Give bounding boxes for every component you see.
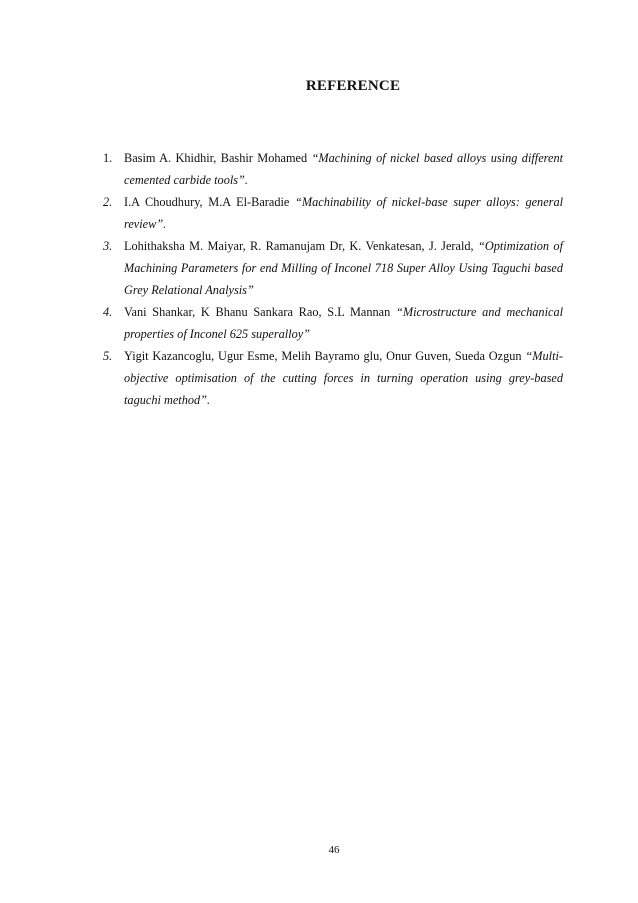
page-number: 46 (328, 844, 340, 856)
reference-number: 1. (103, 151, 113, 165)
reference-authors: I.A Choudhury, M.A El-Baradie (124, 195, 296, 209)
reference-number: 4. (103, 305, 113, 319)
reference-authors: Basim A. Khidhir, Bashir Mohamed (124, 151, 312, 165)
reference-authors: Yigit Kazancoglu, Ugur Esme, Melih Bayramo glu, Onur Guven, Sueda Ozgun (124, 349, 526, 363)
page-title: REFERENCE (305, 78, 401, 94)
reference-authors: Lohithaksha M. Maiyar, R. Ramanujam Dr, K. Venkatesan, J. Jerald, (124, 239, 478, 253)
reference-authors: Vani Shankar, K Bhanu Sankara Rao, S.L Mannan (124, 305, 397, 319)
reference-title: “Machinability of nickel-base super alloys: general review”. (124, 195, 564, 231)
reference-title: “Microstructure and mechanical properties of Inconel 625 superalloy” (124, 305, 564, 341)
reference-number: 2. (103, 195, 113, 209)
reference-item (103, 147, 563, 191)
reference-number: 3. (103, 239, 113, 253)
reference-title: “Optimization of Machining Parameters for end Milling of Inconel 718 Super Alloy Using Taguchi based Grey Relational Analysis” (124, 239, 564, 297)
reference-title: “Machining of nickel based alloys using different cemented carbide tools”. (124, 151, 564, 187)
reference-list (103, 147, 563, 411)
reference-item (103, 191, 563, 235)
reference-item (103, 345, 563, 411)
reference-item (103, 235, 563, 301)
reference-title: “Multi-objective optimisation of the cutting forces in turning operation using grey-based taguchi method”. (124, 349, 563, 407)
reference-number: 5. (103, 349, 113, 363)
reference-item (103, 301, 563, 345)
